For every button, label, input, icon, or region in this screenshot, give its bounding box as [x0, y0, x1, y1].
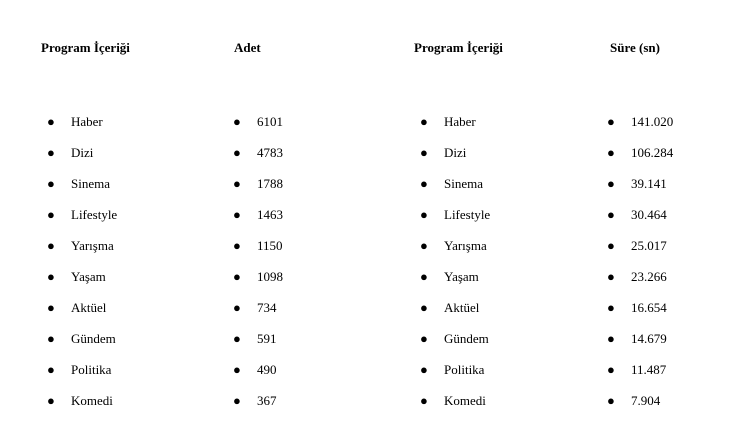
bullet-icon: ●: [47, 393, 55, 408]
list-item-text: 141.020: [631, 114, 674, 129]
list-item-text: Haber: [71, 114, 103, 129]
bullet-icon: ●: [420, 331, 428, 346]
column-header-count: Adet: [234, 40, 261, 55]
list-item-text: 30.464: [631, 207, 667, 222]
list-item-text: 591: [257, 331, 277, 346]
bullet-icon: ●: [607, 114, 615, 129]
list-item-text: 7.904: [631, 393, 661, 408]
bullet-icon: ●: [607, 300, 615, 315]
bullet-icon: ●: [233, 145, 241, 160]
bullet-icon: ●: [233, 362, 241, 377]
bullet-icon: ●: [607, 269, 615, 284]
bullet-icon: ●: [607, 393, 615, 408]
list-item-text: 4783: [257, 145, 283, 160]
column-header-program-content: Program İçeriği: [41, 40, 130, 55]
list-item-text: 1463: [257, 207, 283, 222]
list-item-text: Dizi: [71, 145, 94, 160]
bullet-icon: ●: [233, 238, 241, 253]
list-item-text: 490: [257, 362, 277, 377]
bullet-icon: ●: [233, 207, 241, 222]
bullet-icon: ●: [233, 393, 241, 408]
list-item-text: 6101: [257, 114, 283, 129]
list-item-text: 1788: [257, 176, 283, 191]
bullet-icon: ●: [420, 300, 428, 315]
bullet-icon: ●: [47, 362, 55, 377]
list-item-text: Gündem: [444, 331, 489, 346]
bullet-icon: ●: [420, 207, 428, 222]
column-header-program-content-2: Program İçeriği: [414, 40, 503, 55]
list-item-text: Yarışma: [71, 238, 114, 253]
bullet-icon: ●: [420, 145, 428, 160]
bullet-icon: ●: [233, 114, 241, 129]
bullet-icon: ●: [47, 114, 55, 129]
list-item-text: 14.679: [631, 331, 667, 346]
list-item-text: 39.141: [631, 176, 667, 191]
bullet-icon: ●: [233, 176, 241, 191]
bullet-icon: ●: [607, 362, 615, 377]
bullet-icon: ●: [47, 145, 55, 160]
bullet-icon: ●: [47, 331, 55, 346]
list-item-text: Yarışma: [444, 238, 487, 253]
list-item-text: 1098: [257, 269, 283, 284]
bullet-icon: ●: [607, 145, 615, 160]
bullet-icon: ●: [420, 393, 428, 408]
list-item-text: 25.017: [631, 238, 667, 253]
list-item-text: Lifestyle: [71, 207, 118, 222]
bullet-icon: ●: [607, 207, 615, 222]
list-item-text: Yaşam: [71, 269, 106, 284]
bullet-icon: ●: [233, 300, 241, 315]
list-item-text: Politika: [71, 362, 112, 377]
bullet-icon: ●: [47, 269, 55, 284]
list-item-text: Aktüel: [71, 300, 107, 315]
list-item-text: 367: [257, 393, 277, 408]
bullet-icon: ●: [420, 176, 428, 191]
bullet-icon: ●: [420, 362, 428, 377]
bullet-icon: ●: [47, 176, 55, 191]
bullet-icon: ●: [607, 238, 615, 253]
list-item-text: Komedi: [444, 393, 486, 408]
list-item-text: Haber: [444, 114, 476, 129]
bullet-icon: ●: [607, 176, 615, 191]
list-item-text: 11.487: [631, 362, 667, 377]
bullet-icon: ●: [607, 331, 615, 346]
bullet-icon: ●: [47, 238, 55, 253]
bullet-icon: ●: [47, 300, 55, 315]
list-item-text: 1150: [257, 238, 283, 253]
list-item-text: Aktüel: [444, 300, 480, 315]
list-item-text: Dizi: [444, 145, 467, 160]
bullet-icon: ●: [420, 269, 428, 284]
bullet-icon: ●: [233, 269, 241, 284]
list-item-text: Sinema: [444, 176, 483, 191]
bullet-icon: ●: [420, 114, 428, 129]
list-item-text: Komedi: [71, 393, 113, 408]
list-item-text: 734: [257, 300, 277, 315]
bullet-icon: ●: [47, 207, 55, 222]
list-item-text: Politika: [444, 362, 485, 377]
list-item-text: Lifestyle: [444, 207, 491, 222]
list-item-text: Gündem: [71, 331, 116, 346]
column-header-duration: Süre (sn): [610, 40, 660, 55]
list-item-text: 106.284: [631, 145, 674, 160]
list-item-text: Sinema: [71, 176, 110, 191]
list-item-text: 23.266: [631, 269, 667, 284]
bullet-icon: ●: [420, 238, 428, 253]
bullet-icon: ●: [233, 331, 241, 346]
list-item-text: Yaşam: [444, 269, 479, 284]
list-item-text: 16.654: [631, 300, 667, 315]
